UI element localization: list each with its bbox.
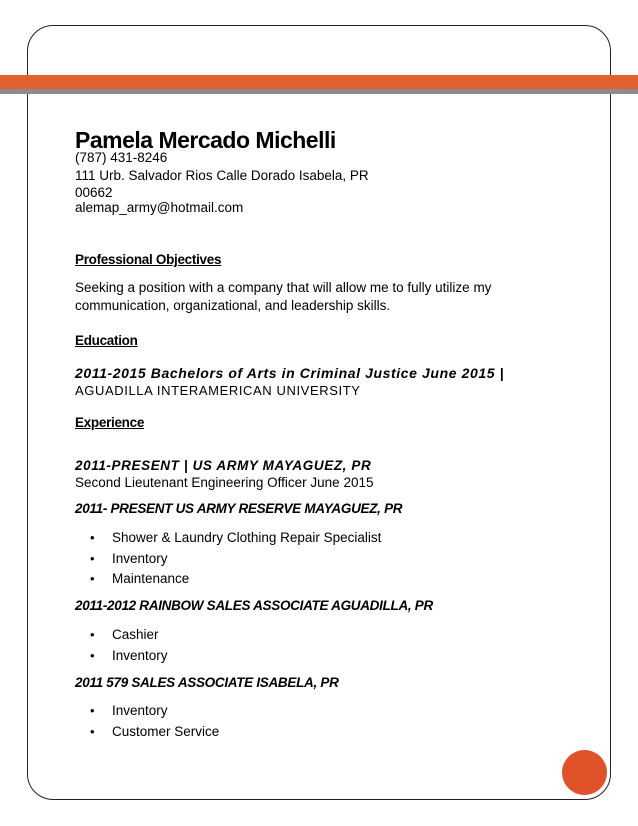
phone: (787) 431-8246	[75, 150, 168, 165]
experience-heading: Experience	[75, 415, 145, 430]
education-degree: 2011-2015 Bachelors of Arts in Criminal Justice June 2015 |	[75, 365, 505, 381]
header-band-orange	[0, 75, 638, 89]
address-line-1: 111 Urb. Salvador Rios Calle Dorado Isabela, PR	[75, 168, 369, 183]
job-bullets	[75, 528, 381, 590]
list-item: • Customer Service	[75, 722, 219, 743]
job-title: 2011 579 SALES ASSOCIATE ISABELA, PR	[75, 675, 339, 690]
list-item: • Inventory	[75, 646, 168, 667]
list-item: • Shower & Laundry Clothing Repair Specialist	[75, 528, 381, 549]
list-item: • Maintenance	[75, 569, 381, 590]
job-subtitle: Second Lieutenant Engineering Officer June 2015	[75, 475, 374, 490]
job-bullets	[75, 625, 168, 666]
job-bullets	[75, 701, 219, 742]
job-title: 2011- PRESENT US ARMY RESERVE MAYAGUEZ, PR	[75, 501, 403, 516]
decorative-circle	[562, 750, 607, 795]
applicant-name: Pamela Mercado Michelli	[75, 127, 336, 153]
education-school: AGUADILLA INTERAMERICAN UNIVERSITY	[75, 383, 361, 398]
job-title: 2011-2012 RAINBOW SALES ASSOCIATE AGUADILLA, PR	[75, 598, 433, 613]
header-band-gray	[0, 89, 638, 94]
objectives-line-2: communication, organizational, and leadership skills.	[75, 298, 391, 313]
list-item: • Inventory	[75, 701, 219, 722]
job-title: 2011-PRESENT | US ARMY MAYAGUEZ, PR	[75, 458, 372, 473]
education-heading: Education	[75, 333, 138, 348]
objectives-heading: Professional Objectives	[75, 252, 222, 267]
objectives-line-1: Seeking a position with a company that will allow me to fully utilize my	[75, 280, 492, 295]
list-item: • Cashier	[75, 625, 168, 646]
address-line-2: 00662	[75, 185, 113, 200]
list-item: • Inventory	[75, 549, 381, 570]
email: alemap_army@hotmail.com	[75, 200, 244, 215]
